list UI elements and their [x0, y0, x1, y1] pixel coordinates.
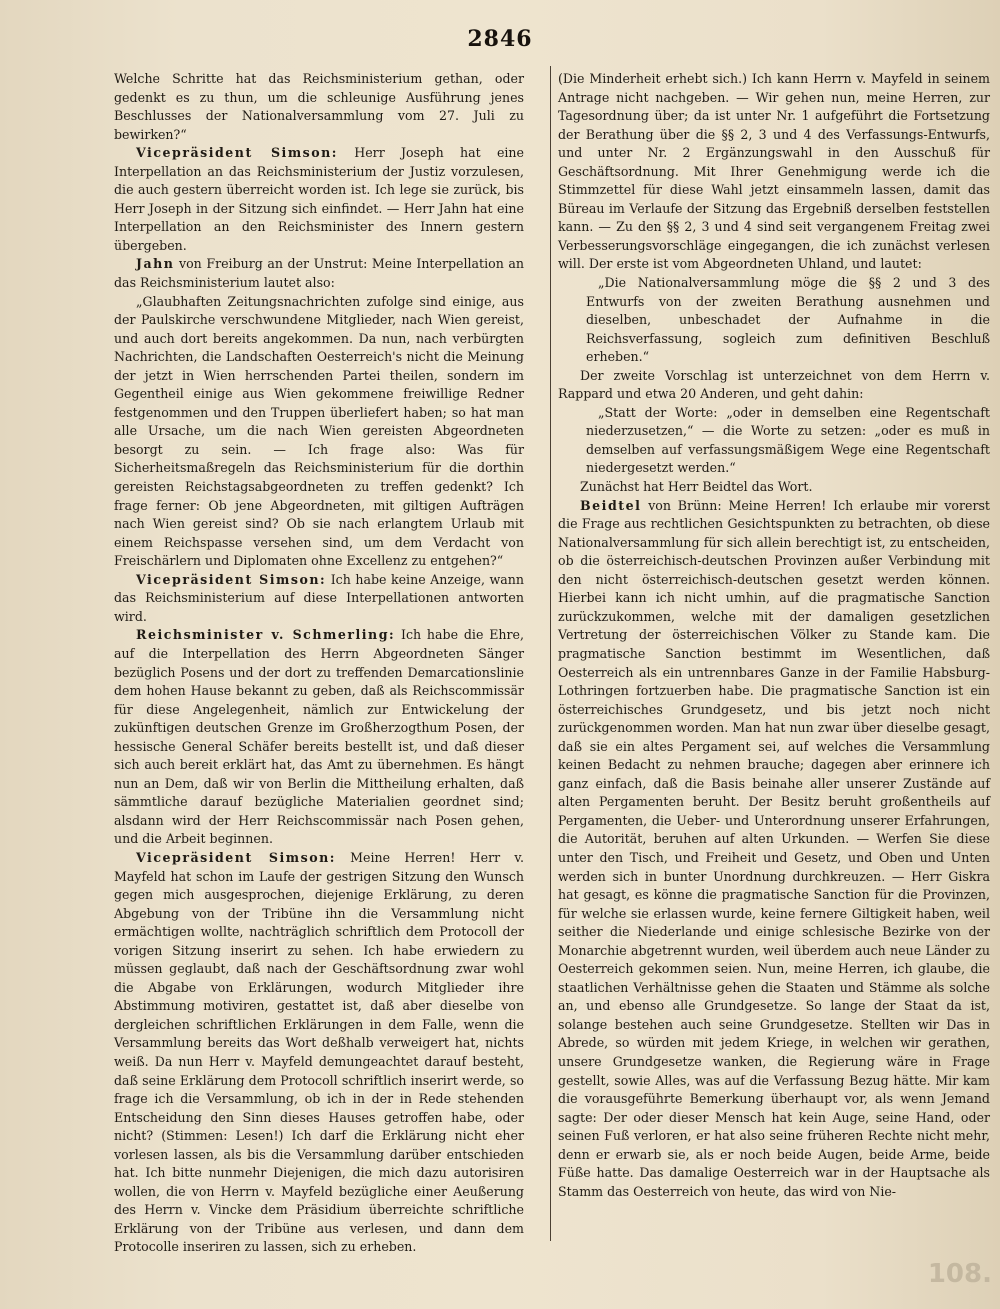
paragraph-text: von Brünn: Meine Herren! Ich erlaube mir vorerst die Frage aus rechtlichen Gesichtspunkten zu betrachten, ob diese Nationalversammlung für sich allein berechtigt ist, zu entscheiden, ob die österreichisch-deutschen Provinzen außer Verbindung mit den nicht österreichisch-deutschen gesetzt werden können. Hierbei kann ich nicht umhin, auf die pragmatische Sanction zurückzukommen, welche mit der damaligen gesetzlichen Vertretung der österreichischen Völker zu Stande kam. Die pragmatische Sanction bestimmt im Wesentlichen, daß Oesterreich als ein untrennbares Ganze in der Familie Habsburg-Lothringen fortzuerben habe. Die pragmatische Sanction ist ein österreichisches Grundgesetz, und bis jetzt noch nicht zurückgenommen worden. Man hat nun zwar über dieselbe gesagt, daß sie ein altes Pergament sei, auf welches die Versammlung keinen Bedacht zu nehmen brauche; dagegen aber erinnere ich ganz einfach, daß die Basis beinahe aller unserer Zustände auf alten Pergamenten beruht. Der Besitz beruht großentheils auf Pergamenten, die Ueber- und Unterordnung unserer Erfahrungen, die Autorität, beruhen auf alten Urkunden. — Werfen Sie diese unter den Tisch, und Freiheit und Gesetz, und Oben und Unten werden sich in bunter Unordnung durchkreuzen. — Herr Giskra hat gesagt, es könne die pragmatische Sanction für die Provinzen, für welche sie erlassen wurde, keine fernere Giltigkeit haben, weil seither die Niederlande und einige schlesische Bezirke von der Monarchie abgetrennt wurden, weil überdem auch neue Länder zu Oesterreich gekommen seien. Nun, meine Herren, ich glaube, die staatlichen Verhältnisse gehen die Staaten und Stämme als solche an, und ebenso alle Grundgesetze. So lange der Staat da ist, solange bestehen auch seine Grundgesetze. Stellten wir Das in Abrede, so würden mit jedem Kriege, in welchen wir gerathen, unsere Grundgesetze wanken, die Regierung wäre in Frage gestellt, sowie Alles, was auf die Verfassung Bezug hätte. Mir kam die vorausgeführte Bemerkung überhaupt vor, als wenn Jemand sagte: Der oder dieser Mensch hat kein Auge, seine Hand, oder seinen Fuß verloren, er hat also seine früheren Rechte nicht mehr, denn er erwarb sie, als er noch beide Augen, beide Arme, beide Füße hatte. Das damalige Oesterreich war in der Hauptsache als Stamm das Oesterreich von heute, das wird von Nie-: [558, 497, 990, 1199]
paragraph: [558, 367, 990, 404]
paragraph: [114, 626, 524, 849]
paragraph: [114, 293, 524, 571]
right-column: [558, 70, 990, 1201]
paragraph-text: „Glaubhaften Zeitungsnachrichten zufolge sind einige, aus der Paulskirche verschwundene Mitglieder, nach Wien gereist, und auch dort bereits angekommen. Da nun, nach verbürgten Nachrichten, die Landschaften Oesterreich's nicht die Meinung der jetzt in Wien herrschenden Partei theilen, sondern im Gegentheil einige aus Wien gekommene freiwillige Redner festgenommen und den Truppen überliefert haben; so hat man alle Ursache, um die nach Wien gereisten Abgeordneten besorgt zu sein. — Ich frage also: Was für Sicherheitsmaßregeln das Reichsministerium für die dorthin gereisten Reichstagsabgeordneten zu treffen gedenkt? Ich frage ferner: Ob jene Abgeordneten, mit giltigen Aufträgen nach Wien gereist sind? Ob sie nach erlangtem Urlaub mit einem Reichspasse versehen sind, um dem Verdacht von Freischärlern und Diplomaten ohne Excellenz zu entgehen?“: [114, 293, 524, 569]
paragraph-text: von Freiburg an der Unstrut: Meine Interpellation an das Reichsministerium lautet also:: [114, 256, 524, 291]
speaker-name: Jahn: [136, 256, 175, 272]
speaker-name: Reichsminister v. Schmerling:: [136, 627, 396, 643]
paragraph: [558, 478, 990, 497]
paragraph: [114, 70, 524, 144]
paragraph-text: Zunächst hat Herr Beidtel das Wort.: [580, 479, 813, 495]
left-column: [114, 70, 524, 1257]
speaker-name: Beidtel: [580, 497, 642, 513]
speaker-name: Vicepräsident Simson:: [136, 145, 338, 161]
paragraph-text: „Statt der Worte: „oder in demselben eine Regentschaft niederzusetzen,“ — die Worte zu setzen: „oder es muß in demselben auf verfassungsmäßigem Wege eine Regentschaft niedergesetzt werden.“: [586, 404, 990, 476]
paragraph: [114, 849, 524, 1257]
paragraph: [114, 144, 524, 255]
column-divider: [550, 66, 551, 1241]
paragraph-text: Der zweite Vorschlag ist unterzeichnet von dem Herrn v. Rappard und etwa 20 Anderen, und geht dahin:: [558, 367, 990, 402]
speaker-name: Vicepräsident Simson:: [136, 571, 327, 587]
quoted-passage: [586, 404, 990, 478]
paragraph: [114, 571, 524, 627]
paragraph-text: Ich habe die Ehre, auf die Interpellation des Herrn Abgeordneten Sänger bezüglich Posens und der dort zu treffenden Demarcationslinie dem hohen Hause bekannt zu geben, daß als Reichscommissär für diese Angelegenheit, nämlich zur Entwickelung der zukünftigen deutschen Grenze im Großherzogthum Posen, der hessische General Schäfer bereits bestellt ist, und daß dieser sich auch bereit erklärt hat, das Amt zu übernehmen. Es hängt nun an Dem, daß wir von Berlin die Mittheilung erhalten, daß sämmtliche darauf bezügliche Materialien geordnet sind; alsdann wird der Herr Reichscommissär nach Posen gehen, und die Arbeit beginnen.: [114, 627, 524, 847]
quoted-passage: [586, 274, 990, 367]
paragraph-text: „Die Nationalversammlung möge die §§ 2 und 3 des Entwurfs von der zweiten Berathung ausnehmen und dieselben, unbeschadet der Aufnahme in die Reichsverfassung, sogleich zum definitiven Beschluß erheben.“: [586, 275, 990, 365]
page-edge-mark: 108.: [927, 1259, 992, 1289]
paragraph-text: Herr Joseph hat eine Interpellation an das Reichsministerium der Justiz vorzulesen, die auch gestern überreicht worden ist. Ich lege sie zurück, bis Herr Joseph in der Sitzung sich einfindet. — Herr Jahn hat eine Interpellation an den Reichsminister des Innern gestern übergeben.: [114, 145, 524, 253]
paragraph: [114, 255, 524, 292]
page-number: 2846: [467, 26, 533, 52]
paragraph-text: Meine Herren! Herr v. Mayfeld hat schon im Laufe der gestrigen Sitzung den Wunsch gegen mich ausgesprochen, diejenige Erklärung, zu deren Abgebung von der Tribüne ihn die Versammlung nicht ermächtigen wollte, nachträglich schriftlich dem Protocoll der vorigen Sitzung inserirt zu sehen. Ich habe erwiedern zu müssen geglaubt, daß nach der Geschäftsordnung zwar wohl die Abgabe von Erklärungen, wodurch Mitglieder ihre Abstimmung motiviren, gestattet ist, daß aber dieselbe von dergleichen schriftlichen Erklärungen in dem Falle, wenn die Versammlung bereits das Wort deßhalb verweigert hat, nichts weiß. Da nun Herr v. Mayfeld demungeachtet darauf besteht, daß seine Erklärung dem Protocoll schriftlich inserirt werde, so frage ich die Versammlung, ob ich in der in Rede stehenden Entscheidung den Sinn dieses Hauses getroffen habe, oder nicht? (Stimmen: Lesen!) Ich darf die Erklärung nicht eher vorlesen lassen, als bis die Versammlung darüber entschieden hat. Ich bitte nunmehr Diejenigen, die mich dazu autorisiren wollen, die von Herrn v. Mayfeld bezügliche einer Aeußerung des Herrn v. Vincke dem Präsidium überreichte schriftliche Erklärung von der Tribüne aus verlesen, und dann dem Protocolle inseriren zu lassen, sich zu erheben.: [114, 849, 524, 1255]
paragraph-text: Welche Schritte hat das Reichsministerium gethan, oder gedenkt es zu thun, um die schleunige Ausführung jenes Beschlusses der Nationalversammlung vom 27. Juli zu bewirken?“: [114, 71, 524, 142]
speaker-name: Vicepräsident Simson:: [136, 849, 336, 865]
paragraph: [558, 497, 990, 1202]
paragraph-text: Ich habe keine Anzeige, wann das Reichsministerium auf diese Interpellationen antworten wird.: [114, 571, 524, 624]
paragraph: [558, 70, 990, 274]
paragraph-text: (Die Minderheit erhebt sich.) Ich kann Herrn v. Mayfeld in seinem Antrage nicht nachgeben. — Wir gehen nun, meine Herren, zur Tagesordnung über; da ist unter Nr. 1 aufgeführt die Fortsetzung der Berathung über die §§ 2, 3 und 4 des Verfassungs-Entwurfs, und unter Nr. 2 Ergänzungswahl in den Ausschuß für Geschäftsordnung. Mit Ihrer Genehmigung werde ich die Stimmzettel für diese Wahl jetzt einsammeln lassen, damit das Büreau im Verlaufe der Sitzung das Ergebniß derselben feststellen kann. — Zu den §§ 2, 3 und 4 sind seit vergangenem Freitag zwei Verbesserungsvorschläge eingegangen, die ich zunächst verlesen will. Der erste ist vom Abgeordneten Uhland, und lautet:: [558, 71, 990, 272]
